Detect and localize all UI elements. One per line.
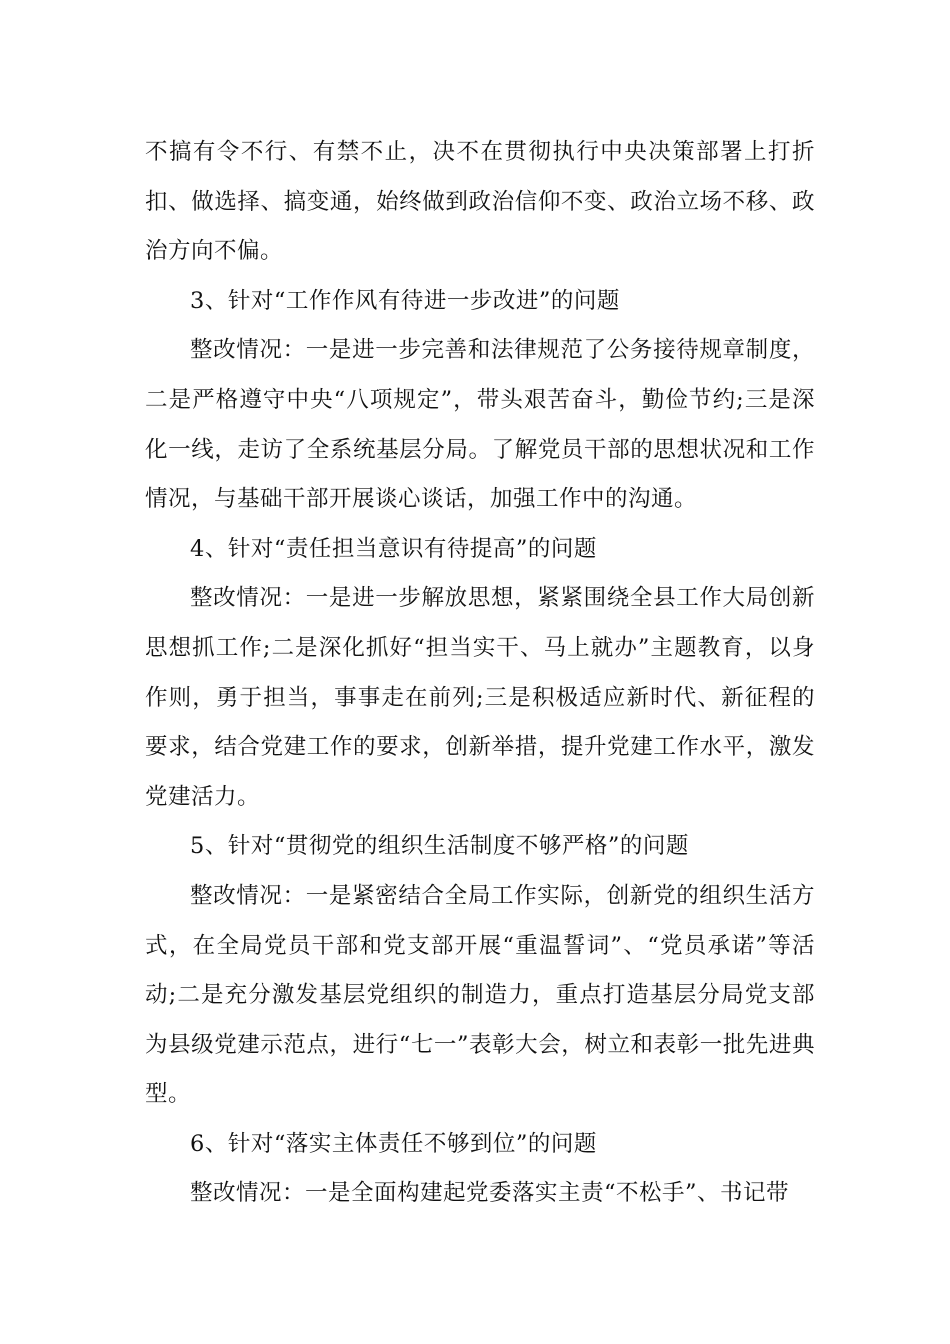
paragraph-rectification-3: 整改情况：一是进一步完善和法律规范了公务接待规章制度，二是严格遵守中央“八项规定”，带头艰苦奋斗，勤俭节约;三是深化一线，走访了全系统基层分局。了解党员干部的思想状况和工作情况，与基础干部开展谈心谈话，加强工作中的沟通。 [145,337,815,513]
paragraph-rectification-4: 整改情况：一是进一步解放思想，紧紧围绕全县工作大局创新思想抓工作;二是深化抓好“担当实干、马上就办”主题教育，以身作则，勇于担当，事事走在前列;三是积极适应新时代、新征程的要求，结合党建工作的要求，创新举措，提升党建工作水平，激发党建活力。 [145,585,815,810]
heading-item-4: 4、针对“责任担当意识有待提高”的问题 [190,535,597,562]
heading-item-6: 6、针对“落实主体责任不够到位”的问题 [190,1130,597,1157]
document-body [145,128,815,1219]
paragraph-continuation: 不搞有令不行、有禁不止，决不在贯彻执行中央决策部署上打折扣、做选择、搞变通，始终做到政治信仰不变、政治立场不移、政治方向不偏。 [145,139,815,265]
paragraph-rectification-5: 整改情况：一是紧密结合全局工作实际，创新党的组织生活方式，在全局党员干部和党支部开展“重温誓词”、“党员承诺”等活动;二是充分激发基层党组织的制造力，重点打造基层分局党支部为县级党建示范点，进行“七一”表彰大会，树立和表彰一批先进典型。 [145,882,815,1108]
heading-item-5: 5、针对“贯彻党的组织生活制度不够严格”的问题 [190,833,689,860]
heading-item-3: 3、针对“工作作风有待进一步改进”的问题 [190,287,620,314]
paragraph-rectification-6: 整改情况：一是全面构建起党委落实主责“不松手”、书记带 [190,1180,790,1207]
